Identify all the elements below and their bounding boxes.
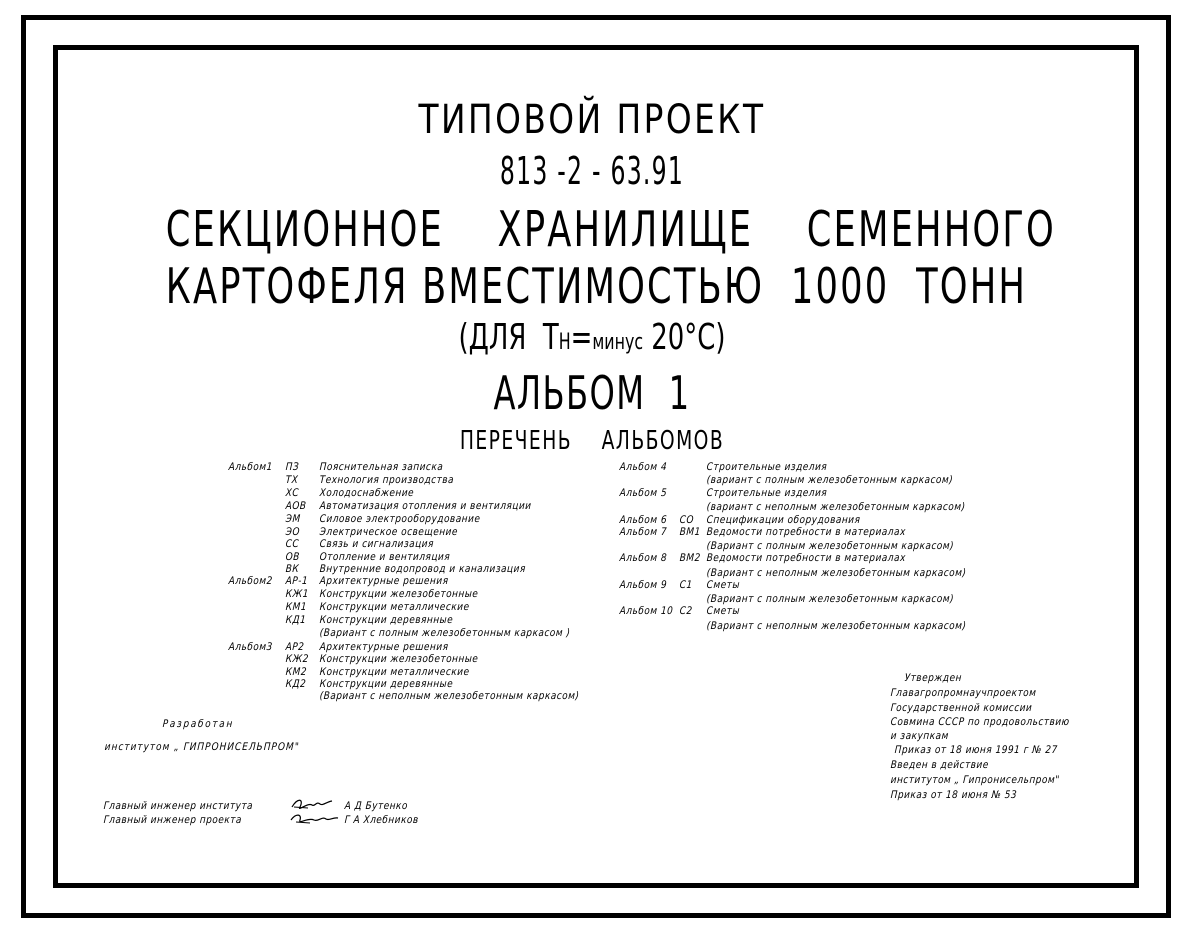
album-label: Альбом 8 bbox=[619, 552, 668, 564]
signature-name-2: Г А Хлебников bbox=[344, 814, 420, 826]
approval-enacted: Введен в действие bbox=[890, 759, 990, 771]
approval-council: Совмина СССР по продовольствию bbox=[890, 716, 1070, 728]
section-description: Сметы bbox=[706, 605, 741, 617]
albums-list-heading: ПЕРЕЧЕНЬ АЛЬБОМОВ bbox=[459, 426, 725, 456]
section-description: (Вариант с полным железобетонным каркасом) bbox=[706, 540, 955, 552]
album-label: Альбом 5 bbox=[619, 487, 668, 499]
developed-label: Разработан bbox=[162, 718, 235, 730]
section-code: КМ2 bbox=[285, 666, 308, 678]
section-code: ОВ bbox=[285, 551, 301, 563]
section-code: АР-1 bbox=[285, 575, 309, 587]
section-code: ВМ1 bbox=[679, 526, 702, 538]
section-description: (Вариант с неполным железобетонным каркасом) bbox=[706, 620, 967, 632]
section-code: ВМ2 bbox=[679, 552, 702, 564]
section-code: ХС bbox=[285, 487, 300, 499]
section-description: Архитектурные решения bbox=[319, 641, 449, 653]
section-description: Конструкции деревянные bbox=[319, 614, 454, 626]
section-code: С1 bbox=[679, 579, 693, 591]
section-description: Отопление и вентиляция bbox=[319, 551, 451, 563]
section-code: ВК bbox=[285, 563, 300, 575]
section-code: АОВ bbox=[285, 500, 307, 512]
approval-order-2: Приказ от 18 июня № 53 bbox=[890, 789, 1018, 801]
album-number: АЛЬБОМ 1 bbox=[493, 366, 691, 420]
section-description: Ведомости потребности в материалах bbox=[706, 552, 907, 564]
section-description: (Вариант с неполным железобетонным каркасом) bbox=[319, 690, 580, 702]
approval-institute: институтом „ Гипронисельпром" bbox=[890, 774, 1061, 786]
section-description: Технология производства bbox=[319, 474, 455, 486]
section-code: ТХ bbox=[285, 474, 299, 486]
section-description: Электрическое освещение bbox=[319, 526, 459, 538]
section-description: Конструкции железобетонные bbox=[319, 653, 479, 665]
section-description: Ведомости потребности в материалах bbox=[706, 526, 907, 538]
section-code: АР2 bbox=[285, 641, 305, 653]
section-description: Автоматизация отопления и вентиляции bbox=[319, 500, 532, 512]
album-label: Альбом 7 bbox=[619, 526, 668, 538]
section-description: Конструкции металлические bbox=[319, 666, 470, 678]
approval-authority: Главагропромнаучпроектом bbox=[890, 687, 1037, 699]
section-code: ЭМ bbox=[285, 513, 302, 525]
section-code: С2 bbox=[679, 605, 693, 617]
section-description: Пояснительная записка bbox=[319, 461, 444, 473]
section-description: Архитектурные решения bbox=[319, 575, 449, 587]
developed-institute: институтом „ ГИПРОНИСЕЛЬПРОМ" bbox=[104, 741, 301, 753]
approval-procurement: и закупкам bbox=[890, 730, 950, 742]
section-code: КЖ2 bbox=[285, 653, 310, 665]
section-code: СО bbox=[679, 514, 695, 526]
section-description: Сметы bbox=[706, 579, 741, 591]
section-code: КЖ1 bbox=[285, 588, 310, 600]
section-description: Холодоснабжение bbox=[319, 487, 415, 499]
section-description: (вариант с полным железобетонным каркасом) bbox=[706, 474, 954, 486]
title-line-storage: СЕКЦИОННОЕ ХРАНИЛИЩЕ СЕМЕННОГО bbox=[165, 201, 1056, 258]
section-code: ПЗ bbox=[285, 461, 300, 473]
section-description: Конструкции железобетонные bbox=[319, 588, 479, 600]
approval-approved: Утвержден bbox=[904, 672, 963, 684]
section-description: Силовое электрооборудование bbox=[319, 513, 481, 525]
section-description: (вариант с неполным железобетонным каркасом) bbox=[706, 501, 966, 513]
title-temperature: (ДЛЯ ТН=минус 20°С) bbox=[458, 317, 726, 358]
album-label: Альбом 4 bbox=[619, 461, 668, 473]
album-label: Альбом 6 bbox=[619, 514, 668, 526]
section-description: (Вариант с полным железобетонным каркасом) bbox=[706, 593, 955, 605]
title-typical-project: ТИПОВОЙ ПРОЕКТ bbox=[418, 97, 766, 143]
section-code: КД2 bbox=[285, 678, 307, 690]
approval-order-1: Приказ от 18 июня 1991 г № 27 bbox=[894, 744, 1059, 756]
section-description: Конструкции деревянные bbox=[319, 678, 454, 690]
album-label: Альбом3 bbox=[228, 641, 274, 653]
signature-role-2: Главный инженер проекта bbox=[103, 814, 243, 826]
section-code: КМ1 bbox=[285, 601, 308, 613]
album-label: Альбом 10 bbox=[619, 605, 674, 617]
album-label: Альбом 9 bbox=[619, 579, 668, 591]
section-description: Спецификации оборудования bbox=[706, 514, 861, 526]
section-description: (Вариант с полным железобетонным каркасом ) bbox=[319, 627, 571, 639]
section-description: Строительные изделия bbox=[706, 461, 828, 473]
section-description: Конструкции металлические bbox=[319, 601, 470, 613]
section-description: Строительные изделия bbox=[706, 487, 828, 499]
signature-role-1: Главный инженер института bbox=[103, 800, 254, 812]
project-number: 813 -2 - 63.91 bbox=[499, 149, 685, 193]
section-code: КД1 bbox=[285, 614, 307, 626]
section-code: СС bbox=[285, 538, 300, 550]
signature-name-1: А Д Бутенко bbox=[344, 800, 409, 812]
section-description: (Вариант с неполным железобетонным каркасом) bbox=[706, 567, 967, 579]
section-description: Внутренние водопровод и канализация bbox=[319, 563, 527, 575]
section-description: Связь и сигнализация bbox=[319, 538, 435, 550]
album-label: Альбом2 bbox=[228, 575, 274, 587]
album-label: Альбом1 bbox=[228, 461, 274, 473]
handwritten-signatures bbox=[288, 795, 344, 829]
approval-commission: Государственной комиссии bbox=[890, 702, 1033, 714]
section-code: ЭО bbox=[285, 526, 301, 538]
title-line-capacity: КАРТОФЕЛЯ ВМЕСТИМОСТЬЮ 1000 ТОНН bbox=[165, 258, 1028, 315]
